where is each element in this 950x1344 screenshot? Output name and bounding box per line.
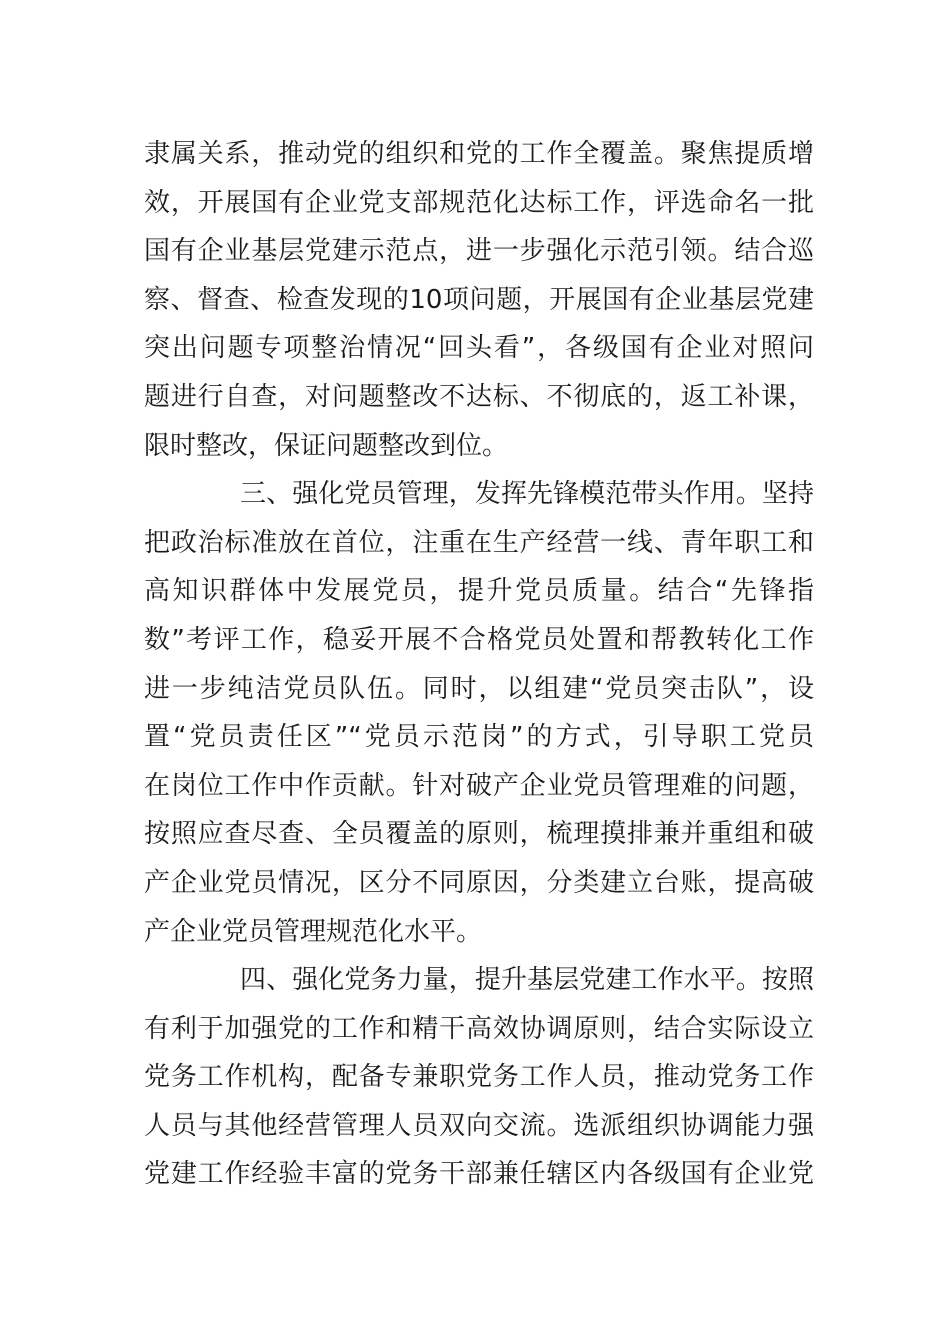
text-line: 突出问题专项整治情况“回头看”，各级国有企业对照问 <box>144 333 814 364</box>
text-line: 置“党员责任区”“党员示范岗”的方式，引导职工党员 <box>144 722 814 753</box>
text-line: 进一步纯洁党员队伍。同时，以组建“党员突击队”，设 <box>144 673 814 704</box>
section-heading-line: 三、强化党员管理，发挥先锋模范带头作用。坚持 <box>240 479 814 510</box>
section-heading-line: 四、强化党务力量，提升基层党建工作水平。按照 <box>240 965 814 996</box>
text-line: 党务工作机构，配备专兼职党务工作人员，推动党务工作 <box>144 1062 814 1093</box>
text-line: 隶属关系，推动党的组织和党的工作全覆盖。聚焦提质增 <box>144 139 814 169</box>
text-line: 产企业党员管理规范化水平。 <box>144 916 483 947</box>
text-line: 数”考评工作，稳妥开展不合格党员处置和帮教转化工作 <box>144 624 814 655</box>
text-line: 国有企业基层党建示范点，进一步强化示范引领。结合巡 <box>144 236 814 267</box>
text-line: 人员与其他经营管理人员双向交流。选派组织协调能力强 <box>144 1110 814 1141</box>
text-line: 题进行自查，对问题整改不达标、不彻底的，返工补课， <box>144 381 814 412</box>
document-body <box>144 130 814 1199</box>
paragraph-2 <box>144 470 814 956</box>
text-line: 按照应查尽查、全员覆盖的原则，梳理摸排兼并重组和破 <box>144 819 814 850</box>
text-line: 产企业党员情况，区分不同原因，分类建立台账，提高破 <box>144 867 814 898</box>
text-line: 高知识群体中发展党员，提升党员质量。结合“先锋指 <box>144 576 814 607</box>
text-line: 效，开展国有企业党支部规范化达标工作，评选命名一批 <box>144 187 814 218</box>
text-line: 有利于加强党的工作和精干高效协调原则，结合实际设立 <box>144 1013 814 1044</box>
text-line: 在岗位工作中作贡献。针对破产企业党员管理难的问题， <box>144 770 814 801</box>
text-line: 党建工作经验丰富的党务干部兼任辖区内各级国有企业党 <box>144 1159 814 1190</box>
text-line: 把政治标准放在首位，注重在生产经营一线、青年职工和 <box>144 527 814 558</box>
paragraph-3 <box>144 956 814 1199</box>
text-line: 限时整改，保证问题整改到位。 <box>144 430 509 461</box>
paragraph-1 <box>144 130 814 470</box>
text-line: 察、督查、检查发现的10项问题，开展国有企业基层党建 <box>144 284 814 315</box>
